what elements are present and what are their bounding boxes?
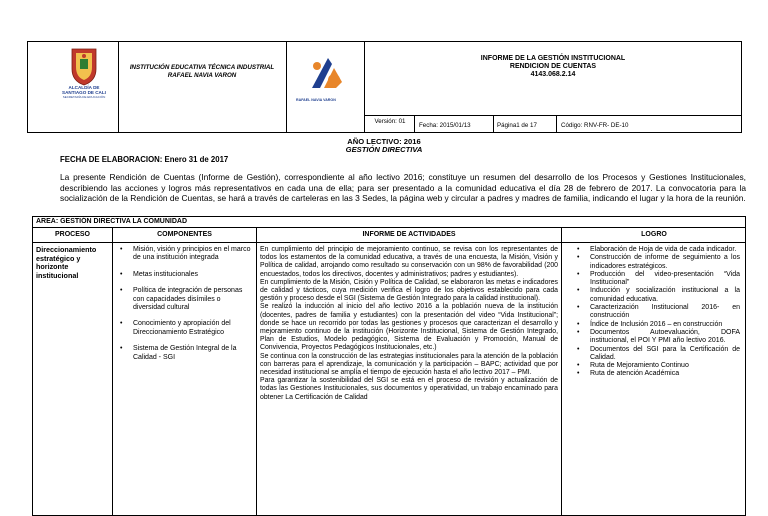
- informe-paragraph: Se realizó la inducción al inicio del año lectivo 2016 a la población nueva de la institución (docentes, padres de familia y estudiantes) con la presentación del video “Vida Institucional”; donde se hace un recorrido por todas las gestiones y procesos que caracterizan el desarrollo y mejoramiento continuo de la institución (Horizonte Institucional, Sistema de Gestión Integrado, Plan de Estudios, Modelo pedagógico, Sistema de Evaluación y Promoción, Manual de Convivencia, Proyectos Pedagógicos Institucionales, etc.): [260, 303, 558, 352]
- logro-item: • Elaboración de Hoja de vida de cada indicador.: [576, 246, 740, 254]
- informe-paragraph: En cumplimiento del principio de mejoramiento continuo, se revisa con los representantes de todos los estamentos de la comunidad educativa, a través de una encuesta, la Misión, Visión y Política de calidad, arrojando como resultado su conservación con un 98% de favorabilidad (200 encuestados, todos los directivos, docentes y administrativos; padres y estudiantes).: [260, 246, 558, 278]
- componentes-cell: [119, 246, 251, 362]
- componente-item: • Metas institucionales: [119, 271, 251, 279]
- ano-lectivo-title: AÑO LECTIVO: 2016: [347, 137, 421, 146]
- logro-item: • Índice de Inclusión 2016 – en construcción: [576, 321, 740, 329]
- gestion-table: [32, 216, 746, 516]
- report-title-line1: INFORME DE LA GESTIÓN INSTITUCIONAL: [480, 55, 626, 62]
- informe-paragraph: En cumplimiento de la Misión, Cisión y Política de Calidad, se elaboraron las metas e indicadores de calidad y tácticos, cuya medición verifica el logro de los objetivos establecido para cada gestión y proceso desde el SGI (Sistema de Gestión Integrado para la calidad institucional).: [260, 278, 558, 303]
- componente-item: • Política de integración de personas con capacidades disímiles o diversidad cultural: [119, 287, 251, 312]
- logo2-text: RAFAEL NAVIA VARON: [296, 98, 336, 102]
- proceso-cell: Direccionamiento estratégico y horizonte institucional: [36, 245, 97, 280]
- pagina-label: Página1 de 17: [497, 122, 537, 129]
- alcaldia-cali-logo: [62, 47, 106, 97]
- report-title: [365, 55, 741, 80]
- document-header: [27, 41, 742, 133]
- componente-item: • Conocimiento y apropiación del Direccionamiento Estratégico: [119, 320, 251, 337]
- institution-name: INSTITUCIÓN EDUCATIVA TÉCNICA INDUSTRIAL RAFAEL NAVIA VARON: [129, 64, 275, 79]
- intro-paragraph: La presente Rendición de Cuentas (Informe de Gestión), correspondiente al año lectivo 2016; constituye un resumen del desarrollo de los Procesos y Gestiones Institucionales, describiendo las acciones y logros más representativos en cada una de ella; para ser presentado a la comunidad educativa el día 28 de febrero de 2017. La convocatoria para la socialización de la Rendición de Cuentas, se hará a través de carteleras en las 3 Sedes, la página web y circular a padres y madres de familia, indicando el lugar y la hora de la reunión.: [60, 172, 746, 204]
- rafael-navia-logo: [302, 50, 352, 100]
- version-label: Versión: 01: [374, 118, 406, 125]
- report-title-line2: RENDICION DE CUENTAS: [509, 63, 597, 71]
- col-proceso: PROCESO: [54, 231, 90, 238]
- componente-item: • Misión, visión y principios en el marco de una institución integrada: [119, 246, 251, 263]
- logro-item: • Construcción de informe de seguimiento a los indicadores estratégicos.: [576, 254, 740, 271]
- logro-item: • Documentos del SGI para la Certificación de Calidad.: [576, 346, 740, 363]
- fecha-label: Fecha: 2015/01/13: [419, 122, 471, 129]
- logo1-text: ALCALDÍA DE SANTIAGO DE CALI: [62, 85, 106, 95]
- logro-item: • Ruta de atención Académica: [576, 370, 740, 378]
- logo1-subtext: SECRETARÍA DE EDUCACIÓN: [62, 95, 106, 99]
- informe-cell: [260, 246, 558, 402]
- logro-item: • Producción del video-presentación “Vida Institucional”: [576, 271, 740, 288]
- logro-item: • Caracterización Institucional 2016- en construcción: [576, 304, 740, 321]
- area-label: AREA: GESTIÓN DIRECTIVA LA COMUNIDAD: [36, 218, 188, 225]
- informe-paragraph: Para garantizar la sostenibilidad del SGI se está en el proceso de revisión y actualización de todas las Gestiones Institucionales, sus documentos y operatividad, un trabajo encaminado para obtener La Certificación de Calidad: [260, 377, 558, 401]
- fecha-elaboracion: FECHA DE ELABORACION: Enero 31 de 2017: [60, 155, 229, 164]
- gestion-directiva-title: GESTIÓN DIRECTIVA: [345, 145, 423, 154]
- logro-item: • Inducción y socialización institucional a la comunidad educativa.: [576, 287, 740, 304]
- col-logro: LOGRO: [641, 231, 667, 238]
- logro-cell: [576, 246, 740, 379]
- col-informe: INFORME DE ACTIVIDADES: [362, 231, 456, 238]
- componente-item: • Sistema de Gestión Integral de la Calidad - SGI: [119, 345, 251, 362]
- logro-item: • Ruta de Mejoramiento Continuo: [576, 362, 740, 370]
- informe-paragraph: Se continua con la construcción de las estrategias institucionales para la atención de la población con barreras para el aprendizaje, la comunicación y la participación – BAPC; actividad que por necesidad institucional se amplía el tiempo de ejecución hasta el año lectivo 2017 – PMI.: [260, 352, 558, 377]
- codigo-label: Código: RNV-FR- DE-10: [561, 122, 629, 129]
- col-componentes: COMPONENTES: [157, 231, 212, 238]
- institution-logo-area: [286, 42, 364, 132]
- report-title-line3: 4143.068.2.14: [530, 71, 576, 79]
- logro-item: • Documentos Autoevaluación, DOFA institucional, el POI Y PMI año lectivo 2016.: [576, 329, 740, 346]
